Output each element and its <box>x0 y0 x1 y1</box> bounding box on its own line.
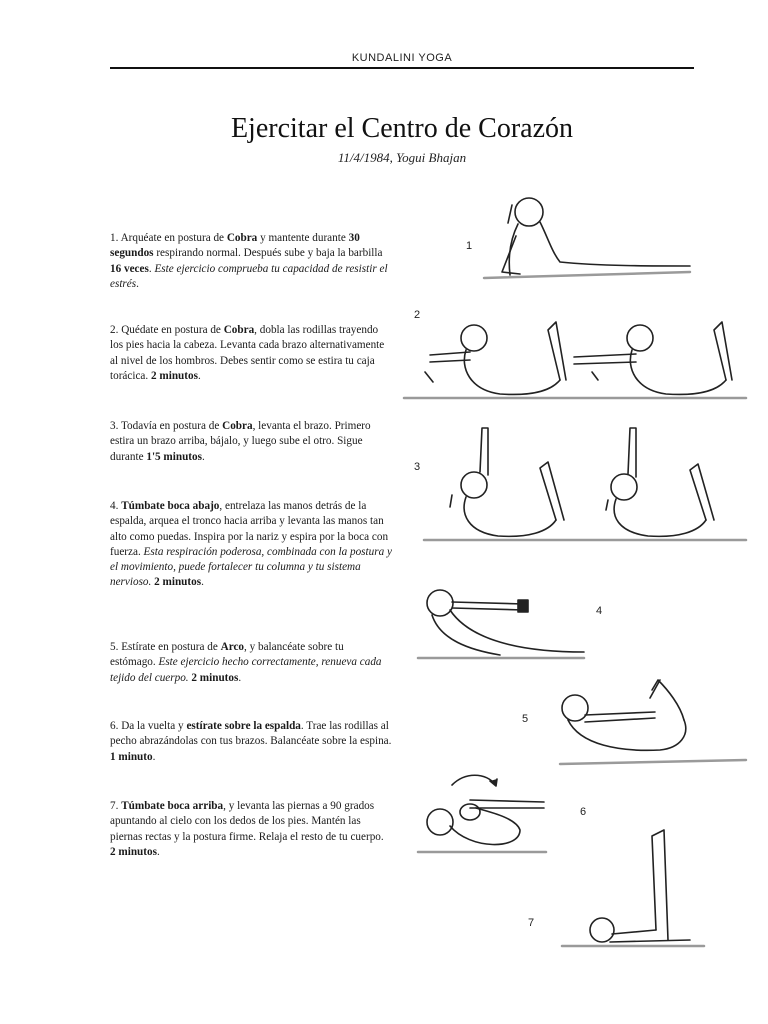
exercise-7-text <box>110 799 392 860</box>
italic-note: Este ejercicio hecho correctamente, renueva cada tejido del cuerpo. <box>110 656 382 684</box>
figure-number-6: 6 <box>580 806 587 818</box>
cobra-arm-raised-illustration <box>424 428 746 540</box>
running-header: KUNDALINI YOGA <box>351 52 453 64</box>
emphasis-text: Cobra <box>222 420 253 432</box>
cobra-knees-bent-illustration <box>404 322 746 398</box>
cobra-pose-illustration <box>484 198 690 278</box>
exercise-2-text <box>110 323 392 384</box>
emphasis-text: 2 minutos <box>191 671 239 684</box>
emphasis-text: 2 minutos <box>110 845 157 858</box>
body-text: , y levanta las piernas a 90 grados apuntando al cielo con los dedos de los pies. Mantén las piernas rectas y la postura firme. Relaja el resto de tu cuerpo. <box>110 800 384 843</box>
emphasis-text: Cobra <box>223 324 255 336</box>
exercise-number: 5. <box>110 641 119 653</box>
exercise-4-text <box>110 499 392 591</box>
body-text: Quédate en postura de <box>118 324 224 336</box>
exercise-number: 6. <box>110 720 119 732</box>
body-text: , levanta el brazo. Primero estira un brazo arriba, bájalo, y luego sube el otro. Sigue durante <box>110 420 371 463</box>
exercise-number: 1. <box>110 232 119 244</box>
emphasis-text: Cobra <box>226 232 258 244</box>
body-text: , entrelaza las manos detrás de la espalda, arquea el tronco hacia arriba y levanta las manos tan alto como puedas. Inspira por la nariz y espira por la boca con fuerza. <box>110 500 389 558</box>
body-text: Estírate en postura de <box>118 641 221 653</box>
body-text: . <box>201 450 205 463</box>
emphasis-text: 30 segundos <box>110 232 360 260</box>
body-text: , y balancéate sobre tu estómago. <box>110 641 344 669</box>
emphasis-text: 16 veces <box>110 262 149 275</box>
page-subtitle: 11/4/1984, Yogui Bhajan <box>337 150 467 165</box>
figure-number-1: 1 <box>466 240 473 252</box>
exercise-number: 7. <box>110 800 119 812</box>
figure-number-5: 5 <box>522 713 529 725</box>
exercise-number: 4. <box>110 500 119 512</box>
page-title: Ejercitar el Centro de Corazón <box>230 113 574 144</box>
emphasis-text: 1 minuto <box>110 750 153 763</box>
prone-arms-lifted-illustration <box>418 590 584 658</box>
body-text: . Trae las rodillas al pecho abrazándolas con tus brazos. Balancéate sobre la espina. <box>110 720 392 748</box>
body-text: Da la vuelta y <box>118 720 187 732</box>
exercise-number: 2. <box>110 324 119 336</box>
exercise-6-text <box>110 719 392 765</box>
figure-number-2: 2 <box>414 309 421 321</box>
exercise-5-text <box>110 640 392 686</box>
body-text: . <box>238 671 242 684</box>
bow-pose-illustration <box>560 680 746 764</box>
emphasis-text: Arco <box>220 641 245 653</box>
body-text: . <box>197 369 201 382</box>
legs-up-illustration <box>562 830 704 946</box>
exercise-1-text <box>110 231 392 292</box>
body-text: respirando normal. Después sube y baja la barbilla <box>153 247 383 260</box>
figure-number-3: 3 <box>414 461 421 473</box>
italic-note: Esta respiración poderosa, combinada con la postura y el movimiento, puede fortalecer tu columna y tu sistema nervioso. <box>110 545 392 589</box>
body-text: Todavía en postura de <box>118 420 223 432</box>
emphasis-text: 2 minutos <box>154 576 202 589</box>
body-text: . <box>156 845 160 858</box>
emphasis-text: Túmbate boca arriba <box>121 800 224 812</box>
body-text: . <box>136 277 139 290</box>
body-text: . <box>201 576 204 589</box>
header-rule <box>110 67 694 69</box>
figure-number-4: 4 <box>596 605 603 617</box>
emphasis-text: estírate sobre la espalda <box>186 720 301 732</box>
body-text: Arquéate en postura de <box>118 232 227 244</box>
exercise-3-text <box>110 419 392 465</box>
exercise-number: 3. <box>110 420 119 432</box>
knees-to-chest-illustration <box>418 775 546 852</box>
italic-note: Este ejercicio comprueba tu capacidad de resistir el estrés <box>110 262 388 290</box>
body-text: y mantente durante <box>257 232 349 244</box>
figure-number-7: 7 <box>528 917 535 929</box>
body-text: . <box>148 262 155 275</box>
emphasis-text: 1'5 minutos <box>146 450 202 463</box>
emphasis-text: Túmbate boca abajo <box>121 500 220 512</box>
body-text: , dobla las rodillas trayendo los pies hacia la cabeza. Levanta cada brazo alternativamente al nivel de los hombros. Debes sentir como se estira tu caja torácica. <box>110 324 385 382</box>
emphasis-text: 2 minutos <box>151 369 198 382</box>
body-text: . <box>152 750 156 763</box>
